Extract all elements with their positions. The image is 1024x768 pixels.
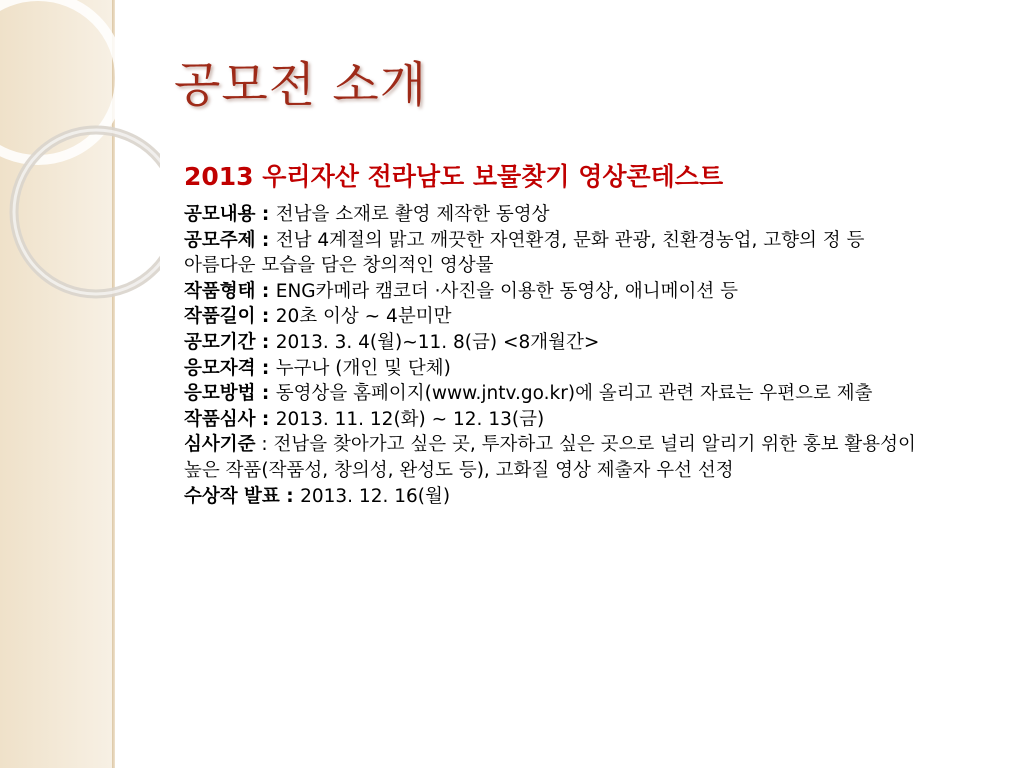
line-label: 작품형태 :	[184, 280, 276, 302]
line-label: 작품길이 :	[184, 306, 276, 328]
line-length	[184, 304, 929, 330]
line-value: 동영상을 홈페이지(www.jntv.go.kr)에 올리고 관련 자료는 우편으로 제출	[275, 383, 873, 405]
line-value: : 전남을 찾아가고 싶은 곳, 투자하고 싶은 곳으로 널리 알리기 위한 홍보 활용성이 높은 작품(작품성, 창의성, 완성도 등), 고화질 영상 제출자 우선 선정	[184, 434, 916, 481]
line-eligibility	[184, 356, 929, 382]
line-label: 심사기준	[184, 434, 256, 456]
line-content	[184, 202, 929, 228]
line-theme-cont	[184, 253, 929, 279]
contest-title: 2013 우리자산 전라남도 보물찾기 영상콘테스트	[184, 162, 724, 191]
line-value: 아름다운 모습을 담은 창의적인 영상물	[184, 255, 494, 277]
line-value: 2013. 11. 12(화) ∼ 12. 13(금)	[275, 408, 545, 430]
line-period	[184, 330, 929, 356]
line-format	[184, 279, 929, 305]
slide-title: 공모전 소개	[174, 57, 428, 113]
line-method	[184, 381, 929, 407]
line-label: 작품심사 :	[184, 408, 276, 430]
line-value: ENG카메라 캠코더 ·사진을 이용한 동영상, 애니메이션 등	[275, 280, 738, 302]
line-value: 2013. 3. 4(월)∼11. 8(금) <8개월간>	[275, 331, 600, 353]
line-criteria	[184, 432, 929, 483]
line-value: 전남 4계절의 맑고 깨끗한 자연환경, 문화 관광, 친환경농업, 고향의 정 등	[275, 229, 865, 251]
line-label: 응모자격 :	[184, 357, 276, 379]
line-label: 공모내용 :	[184, 204, 276, 225]
line-label: 수상작 발표 :	[184, 485, 301, 507]
line-value: 전남을 소재로 촬영 제작한 동영상	[275, 204, 550, 225]
line-announcement	[184, 484, 929, 510]
line-judging	[184, 407, 929, 433]
decorative-circles	[0, 0, 160, 768]
line-label: 응모방법 :	[184, 383, 276, 405]
line-label: 공모주제 :	[184, 229, 276, 251]
line-value: 20초 이상 ~ 4분미만	[275, 306, 452, 328]
line-value: 2013. 12. 16(월)	[300, 485, 451, 507]
line-value: 누구나 (개인 및 단체)	[275, 357, 451, 379]
line-label: 공모기간 :	[184, 331, 276, 353]
contest-info	[184, 160, 929, 509]
line-theme	[184, 228, 929, 254]
